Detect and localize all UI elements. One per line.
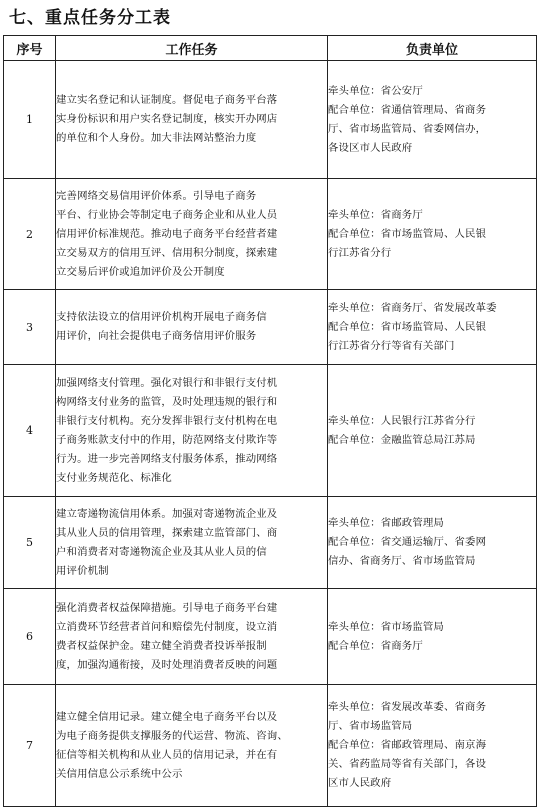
- unit-text-line: 牵头单位：省市场监管局: [328, 620, 444, 633]
- task-division-table: [3, 35, 537, 807]
- table-row: [4, 497, 537, 589]
- task-text-line: 为电子商务提供支撑服务的代运营、物流、咨询、: [56, 729, 288, 742]
- task-text-line: 建立健全信用记录。建立健全电子商务平台以及: [56, 710, 278, 723]
- unit-text-line: 配合单位：省市场监管局、人民银: [328, 320, 487, 333]
- unit-text-line: 各设区市人民政府: [328, 141, 413, 154]
- table-row: [4, 290, 537, 365]
- unit-text-line: 关、省药监局等省有关部门，各设: [328, 758, 487, 770]
- row-responsible-unit: [328, 290, 537, 365]
- row-index: 6: [4, 589, 56, 685]
- task-text-line: 支付业务规范化、标准化: [56, 471, 172, 484]
- task-text-line: 立交易双方的信用互评、信用积分制度，探索建: [56, 246, 278, 259]
- row-index: 5: [4, 497, 56, 589]
- row-task: [56, 290, 328, 365]
- unit-text-line: 配合单位：金融监管总局江苏局: [328, 433, 476, 446]
- task-text-line: 行为。进一步完善网络支付服务体系，推动网络: [56, 452, 278, 465]
- task-text-line: 子商务账款支付中的作用，防范网络支付欺诈等: [56, 433, 278, 446]
- task-text-line: 非银行支付机构。充分发挥非银行支付机构在电: [56, 414, 278, 427]
- row-responsible-unit: [328, 497, 537, 589]
- unit-text-line: 行江苏省分行: [328, 246, 392, 259]
- task-text-line: 费者权益保护金。建立健全消费者投诉举报制: [56, 639, 267, 652]
- row-task: [56, 685, 328, 807]
- row-task: [56, 589, 328, 685]
- task-text-line: 平台、行业协会等制定电子商务企业和从业人员: [56, 208, 278, 221]
- task-text-line: 加强网络支付管理。强化对银行和非银行支付机: [56, 376, 278, 389]
- unit-text-line: 区市人民政府: [328, 777, 392, 789]
- unit-text-line: 配合单位：省交通运输厅、省委网: [328, 536, 487, 548]
- unit-text-line: 配合单位：省通信管理局、省商务: [328, 103, 487, 116]
- unit-text-line: 配合单位：省市场监管局、人民银: [328, 227, 487, 240]
- table-row: [4, 365, 537, 497]
- unit-text-line: 牵头单位：省商务厅: [328, 208, 423, 221]
- task-text-line: 关信用信息公示系统中公示: [56, 767, 183, 780]
- task-text-line: 用评价机制: [56, 564, 109, 577]
- header-index: 序号: [4, 36, 56, 61]
- unit-text-line: 牵头单位：人民银行江苏省分行: [328, 414, 476, 427]
- unit-text-line: 厅、省市场监管局、省委网信办，: [328, 122, 487, 135]
- task-text-line: 户和消费者对寄递物流企业及其从业人员的信: [56, 545, 267, 558]
- header-task: 工作任务: [56, 36, 328, 61]
- unit-text-line: 信办、省商务厅、省市场监管局: [328, 555, 476, 567]
- task-text-line: 用评价，向社会提供电子商务信用评价服务: [56, 330, 257, 342]
- row-task: [56, 179, 328, 290]
- task-text-line: 支持依法设立的信用评价机构开展电子商务信: [56, 311, 267, 323]
- task-text-line: 度，加强沟通衔接，及时处理消费者反映的问题: [56, 658, 278, 671]
- table-body: [4, 61, 537, 807]
- task-text-line: 征信等相关机构和从业人员的信用记录，并在有: [56, 748, 278, 761]
- unit-text-line: 牵头单位：省商务厅、省发展改革委: [328, 301, 497, 314]
- task-text-line: 建立寄递物流信用体系。加强对寄递物流企业及: [56, 507, 278, 520]
- task-text-line: 强化消费者权益保障措施。引导电子商务平台建: [56, 601, 278, 614]
- task-text-line: 构网络支付业务的监管，及时处理违规的银行和: [56, 395, 278, 408]
- unit-text-line: 配合单位：省邮政管理局、南京海: [328, 739, 487, 751]
- row-responsible-unit: [328, 589, 537, 685]
- row-responsible-unit: [328, 61, 537, 179]
- task-text-line: 的单位和个人身份。加大非法网站整治力度: [56, 132, 257, 144]
- row-task: [56, 497, 328, 589]
- unit-text-line: 行江苏省分行等省有关部门: [328, 339, 455, 352]
- row-responsible-unit: [328, 365, 537, 497]
- task-text-line: 其从业人员的信用管理，探索建立监管部门、商: [56, 526, 278, 539]
- row-index: 7: [4, 685, 56, 807]
- row-index: 4: [4, 365, 56, 497]
- table-header-row: [4, 36, 537, 61]
- row-index: 2: [4, 179, 56, 290]
- task-text-line: 立消费环节经营者首问和赔偿先付制度，设立消: [56, 620, 278, 633]
- task-text-line: 实身份标识和用户实名登记制度，核实开办网店: [56, 113, 278, 125]
- unit-text-line: 牵头单位：省邮政管理局: [328, 517, 444, 529]
- task-text-line: 建立实名登记和认证制度。督促电子商务平台落: [56, 94, 278, 106]
- table-row: [4, 589, 537, 685]
- table-row: [4, 61, 537, 179]
- table-row: [4, 685, 537, 807]
- row-task: [56, 365, 328, 497]
- task-text-line: 信用评价标准规范。推动电子商务平台经营者建: [56, 227, 278, 240]
- row-index: 1: [4, 61, 56, 179]
- section-title: 七、重点任务分工表: [9, 8, 171, 28]
- unit-text-line: 牵头单位：省公安厅: [328, 84, 423, 97]
- header-unit: 负责单位: [328, 36, 537, 61]
- row-responsible-unit: [328, 685, 537, 807]
- row-responsible-unit: [328, 179, 537, 290]
- row-index: 3: [4, 290, 56, 365]
- row-task: [56, 61, 328, 179]
- task-text-line: 立交易后评价或追加评价及公开制度: [56, 265, 225, 278]
- unit-text-line: 牵头单位：省发展改革委、省商务: [328, 701, 487, 713]
- unit-text-line: 厅、省市场监管局: [328, 720, 413, 732]
- table-row: [4, 179, 537, 290]
- task-text-line: 完善网络交易信用评价体系。引导电子商务: [56, 189, 257, 202]
- unit-text-line: 配合单位：省商务厅: [328, 639, 423, 652]
